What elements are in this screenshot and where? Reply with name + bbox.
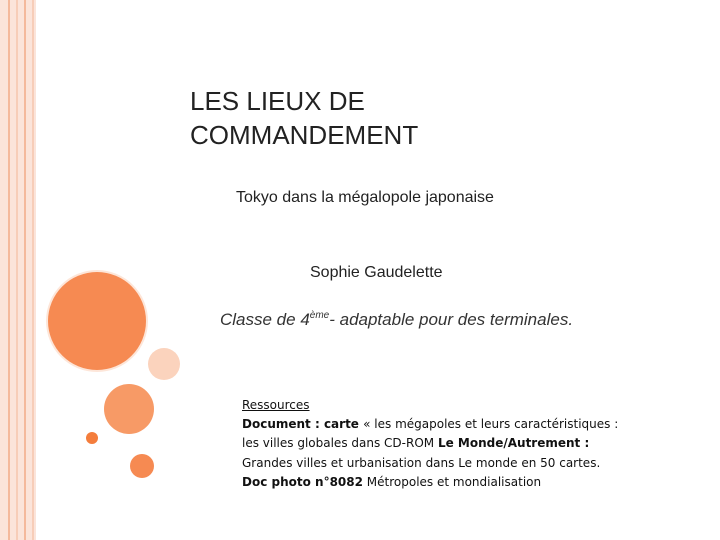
resource-line-2 [242, 434, 662, 453]
band-stripe [16, 0, 18, 540]
decorative-side-band [0, 0, 36, 540]
resources-block [242, 396, 662, 492]
band-stripe [24, 0, 26, 540]
author-name: Sophie Gaudelette [310, 264, 443, 281]
resource-line-4-text: Métropoles et mondialisation [362, 474, 542, 489]
resource-line-1-text: « les mégapoles et leurs caractéristiques : [363, 417, 619, 432]
decorative-circle-medium [104, 384, 154, 434]
resources-heading: Ressources [242, 398, 310, 412]
class-end-period: . [568, 310, 574, 329]
slide-subtitle: Tokyo dans la mégalopole japonaise [236, 189, 494, 206]
class-superscript: ème [309, 310, 330, 321]
resource-line-2-text: les villes globales dans CD-ROM [242, 436, 438, 451]
class-level [220, 310, 573, 330]
title-line-1: LES LIEUX DE [190, 86, 365, 116]
decorative-circle-pale [148, 348, 180, 380]
resource-line-4-bold: Doc photo n°8082 [242, 474, 363, 489]
decorative-circle-large [48, 272, 146, 370]
class-suffix: - adaptable pour des terminales [329, 310, 569, 329]
decorative-circle-small [86, 432, 98, 444]
class-prefix: Classe de 4 [220, 310, 310, 329]
band-stripe [32, 0, 34, 540]
resource-line-4 [242, 473, 662, 492]
slide-title [190, 84, 610, 152]
resource-line-3: Grandes villes et urbanisation dans Le monde en 50 cartes. [242, 455, 601, 470]
resource-line-2-bold: Le Monde/Autrement : [437, 436, 590, 451]
title-line-2: COMMANDEMENT [190, 120, 419, 150]
band-stripe [8, 0, 10, 540]
resource-line-1 [242, 415, 662, 434]
resource-line-1-bold: Document : carte [242, 417, 364, 432]
decorative-circle-lower [130, 454, 154, 478]
